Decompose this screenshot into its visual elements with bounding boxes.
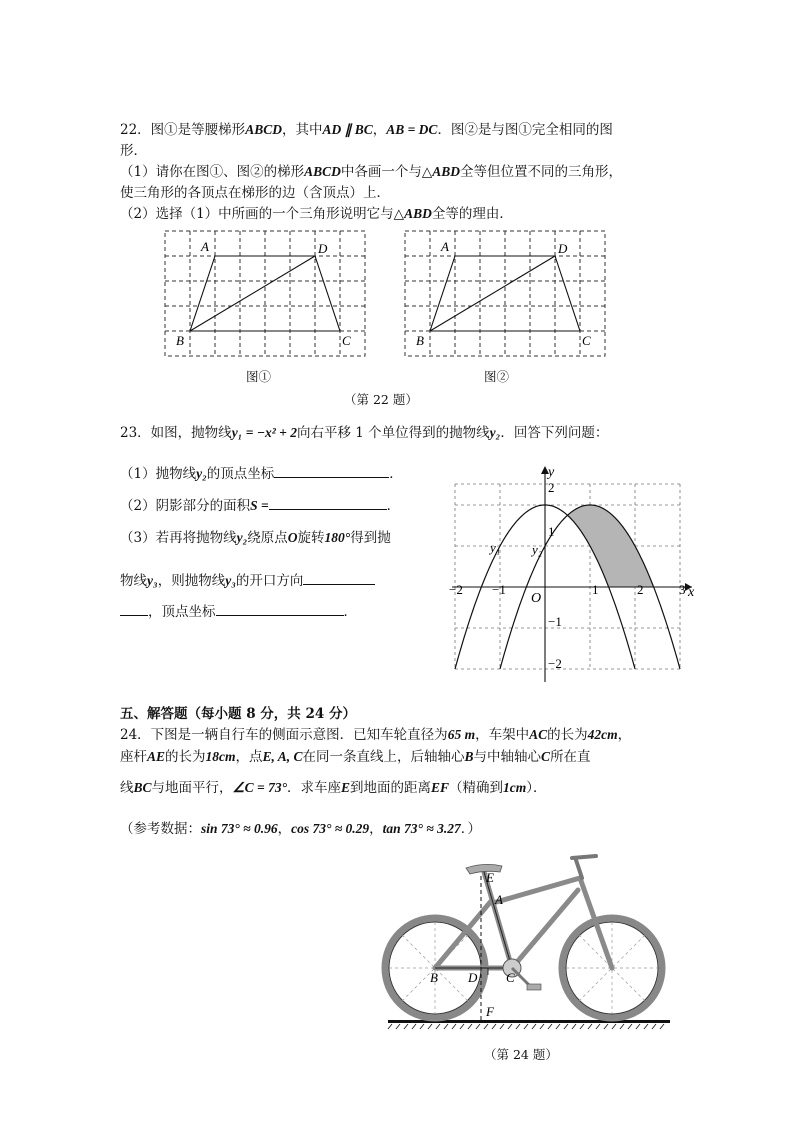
point-d-label: D [468,970,478,985]
x-axis-label: x [688,585,695,600]
bike-frame [435,872,612,968]
q23-sub3: （3）若再将抛物线y₂绕原点O旋转180°得到抛 [120,530,391,546]
y-axis-label: y [548,465,555,480]
curve-label-y2: y₂ [532,542,543,557]
trapezoid-figure-2 [400,228,612,362]
origin-label: O [531,591,542,606]
section-heading: 五、解答题（每小题 8 分，共 24 分） [120,706,356,722]
answer-blank[interactable] [216,601,344,616]
trapezoid-figure-1 [160,228,372,362]
bicycle-diagram [380,848,680,1038]
q22-line1: 22．图①是等腰梯形ABCD，其中AD ∥ BC，AB = DC．图②是与图①完全相同的图 [120,122,613,138]
vertex-a: A [201,239,209,254]
x-tick-label: −1 [492,582,506,597]
vertex-d: D [318,241,328,256]
answer-blank[interactable] [120,601,148,616]
curve-label-y1: y₁ [490,540,501,555]
q24-line2: 座杆AE的长为18cm，点E, A, C在同一条直线上，后轴轴心B与中轴轴心C所在直 [120,749,591,765]
pedal [527,984,541,990]
x-tick-label: −2 [449,582,463,597]
q22-sub1: （1）请你在图①、图②的梯形ABCD中各画一个与△ABD全等但位置不同的三角形， [120,164,623,180]
x-tick-label: 1 [592,582,599,597]
shaded-region [568,505,654,587]
vertex-a: A [441,239,449,254]
q24-line3: 线BC与地面平行，∠C = 73°．求车座E到地面的距离EF（精确到1cm）． [120,780,547,796]
answer-blank[interactable] [274,463,389,478]
point-e-label: E [486,870,494,885]
y-tick-label: −1 [548,614,562,629]
vertex-b: B [176,333,184,348]
y-tick-label: −2 [548,656,562,671]
vertex-b: B [416,333,424,348]
q24-caption: （第 24 题） [484,1047,558,1062]
answer-blank[interactable] [303,570,375,585]
vertex-d: D [558,241,568,256]
point-f-label: F [486,1004,494,1019]
q23-sub3c: ，顶点坐标 ． [120,600,357,620]
q24-reference-data: （参考数据：sin 73° ≈ 0.96，cos 73° ≈ 0.29，tan 73° ≈ 3.27．） [120,821,481,837]
vertex-c: C [582,333,591,348]
x-tick-label: 2 [637,582,644,597]
answer-blank[interactable] [269,495,387,510]
q22-caption: （第 22 题） [344,392,418,407]
q22-sub2: （2）选择（1）中所画的一个三角形说明它与△ABD全等的理由． [120,206,513,222]
y-tick-label: 1 [548,524,555,539]
q24-line1: 24．下图是一辆自行车的侧面示意图．已知车轮直径为65 m，车架中AC的长为42cm， [120,727,632,743]
fig1-label: 图① [246,369,272,384]
q23-sub2: （2）阴影部分的面积S = ． [120,494,400,514]
vertex-c: C [342,333,351,348]
y-tick-label: 2 [548,480,555,495]
q23-intro: 23．如图，抛物线y₁ = −x² + 2向右平移 1 个单位得到的抛物线y₂．回答下列问题： [120,425,609,441]
q22-line2: 形． [120,143,147,159]
x-tick-label: 3 [679,582,686,597]
q22-sub1-line2: 使三角形的各顶点在梯形的边（含顶点）上． [120,185,390,201]
fig2-label: 图② [484,369,510,384]
point-a-label: A [495,892,503,907]
parabola-graph [449,462,702,684]
point-c-label: C [506,970,515,985]
q23-sub3b: 物线y₃，则抛物线y₃的开口方向 [120,569,375,589]
q23-sub1: （1）抛物线y₂的顶点坐标 ． [120,462,403,482]
point-b-label: B [430,970,438,985]
handlebar [572,856,596,878]
